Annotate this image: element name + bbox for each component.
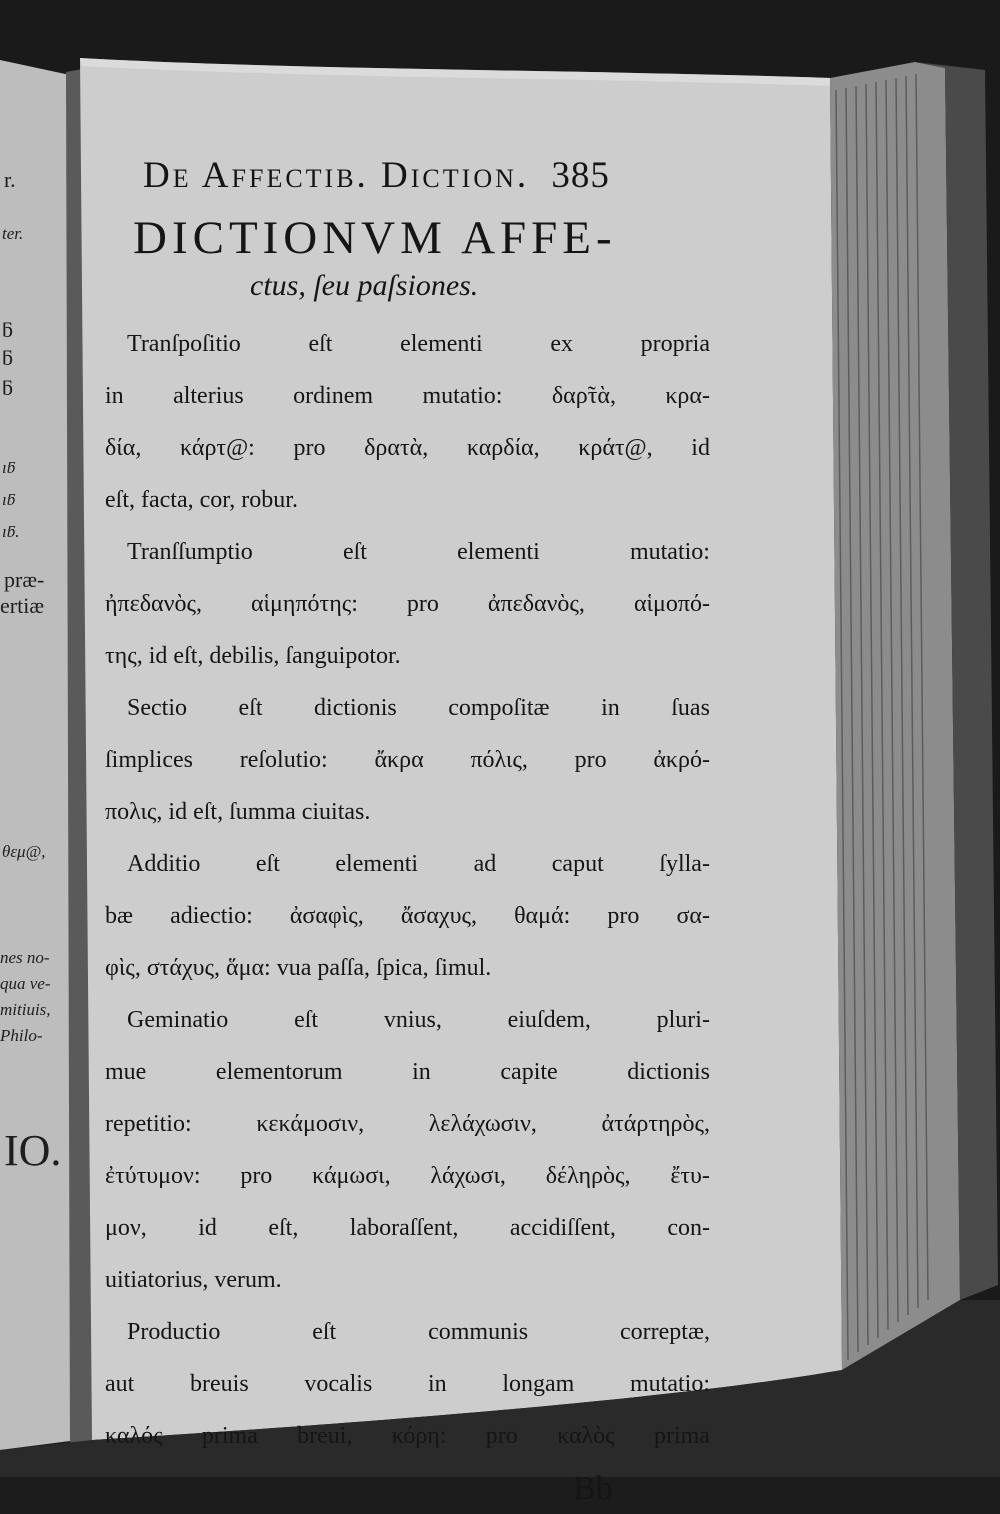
margin-fragment: IO.: [4, 1126, 62, 1175]
paragraph-transsumptio: [105, 526, 710, 682]
paragraph-sectio: [105, 682, 710, 838]
text-line: Geminatio eſt vnius, eiuſdem, pluri-: [127, 1007, 710, 1033]
running-head-title: De Affectib. Diction.: [143, 155, 530, 196]
signature-mark: Bb: [573, 1470, 613, 1507]
page-385: [105, 150, 710, 1514]
text-line: ἠπεδανὸς, αἱμηπότης: pro ἀπεδανὸς, αἱμοπό-: [105, 591, 710, 617]
text-line: πολις, id eſt, ſumma ciuitas.: [105, 799, 371, 825]
text-line: φὶς, στάχυς, ἅμα: vua paſſa, ſpica, ſimul.: [105, 955, 492, 981]
text-line: καλός prima breui, κόρη: pro καλὸς prima: [105, 1423, 710, 1449]
margin-fragment: præ-: [4, 567, 45, 592]
paragraph-geminatio: [105, 994, 710, 1306]
margin-fragment: ƃ: [2, 345, 13, 370]
margin-fragment: ıƃ: [2, 458, 16, 477]
text-line: Additio eſt elementi ad caput ſylla-: [127, 851, 710, 877]
text-line: aut breuis vocalis in longam mutatio:: [105, 1371, 710, 1397]
text-line: uitiatorius, verum.: [105, 1267, 282, 1293]
text-line: Tranſſumptio eſt elementi mutatio:: [127, 539, 710, 565]
margin-fragment: ertiæ: [0, 593, 44, 618]
text-line: bæ adiectio: ἀσαφὶς, ἄσαχυς, θαμά: pro σα-: [105, 903, 710, 929]
section-subtitle: ctus, ſeu paſsiones.: [250, 269, 479, 302]
text-line: ἐτύτυμον: pro κάμωσι, λάχωσι, δέληρὸς, ἔτυ-: [105, 1163, 710, 1189]
body-text: [105, 318, 710, 1462]
text-line: Sectio eſt dictionis compoſitæ in ſuas: [127, 695, 710, 721]
margin-fragment: Philo-: [0, 1026, 43, 1045]
margin-fragment: θεμ@,: [2, 842, 46, 861]
page-number: 385: [551, 155, 610, 196]
text-line: mue elementorum in capite dictionis: [105, 1059, 710, 1085]
section-title: DICTIONVM AFFE-: [133, 212, 617, 264]
text-line: in alterius ordinem mutatio: δαρ̃τὰ, κρα-: [105, 383, 710, 409]
margin-fragment: ıƃ: [2, 490, 16, 509]
text-line: Tranſpoſitio eſt elementi ex propria: [127, 331, 710, 357]
margin-fragment: ƃ: [2, 375, 13, 400]
text-line: της, id eſt, debilis, ſanguipotor.: [105, 643, 401, 669]
margin-fragment: qua ve-: [0, 974, 51, 993]
margin-fragment: ƃ: [2, 317, 13, 342]
text-line: repetitio: κεκάμοσιν, λελάχωσιν, ἀτάρτηρὸς,: [105, 1111, 710, 1137]
text-line: μον, id eſt, laboraſſent, accidiſſent, con-: [105, 1215, 710, 1241]
margin-fragment: ter.: [2, 224, 24, 243]
text-line: ſimplices reſolutio: ἄκρα πόλις, pro ἀκρό-: [105, 747, 710, 773]
margin-fragment: nes no-: [0, 948, 50, 967]
margin-fragment: r.: [4, 167, 16, 192]
margin-fragment: mitiuis,: [0, 1000, 51, 1019]
paragraph-additio: [105, 838, 710, 994]
paragraph-productio: [105, 1306, 710, 1462]
running-head: [105, 150, 710, 202]
text-line: Productio eſt communis correptæ,: [127, 1319, 710, 1345]
margin-fragment: ıƃ.: [2, 522, 20, 541]
text-line: eſt, facta, cor, robur.: [105, 487, 298, 513]
text-line: δία, κάρτ@: pro δρατὰ, καρδία, κράτ@, id: [105, 435, 710, 461]
paragraph-transpositio: [105, 318, 710, 526]
